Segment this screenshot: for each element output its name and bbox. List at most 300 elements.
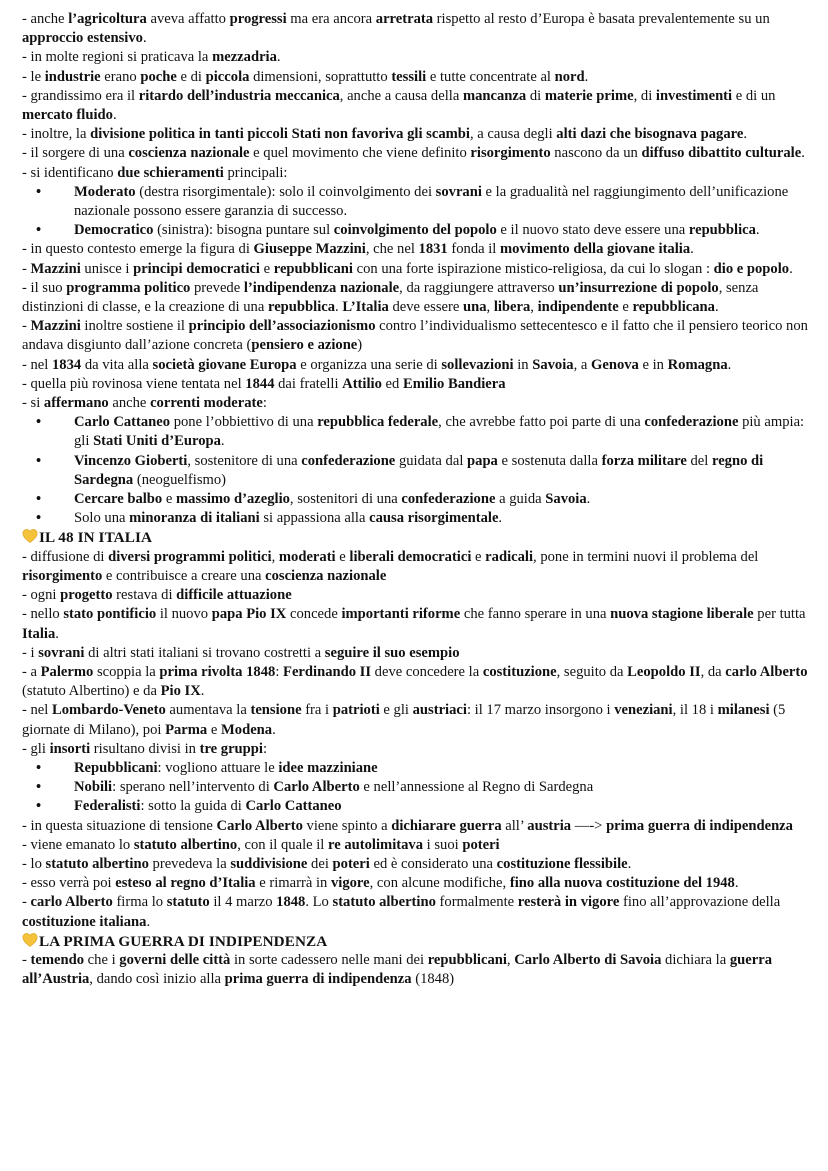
text-span: e nell’annessione al Regno di Sardegna	[359, 779, 594, 796]
text-span: e la gradualità nel raggiungimento dell’unificazione nazionale possono essere garanzia di successo.	[74, 183, 789, 220]
text-span: - in questa situazione di tensione	[22, 817, 217, 834]
text-span: e sostenuta dalla	[497, 452, 602, 469]
bold-text: progressi	[229, 11, 287, 27]
text-span: deve essere	[388, 299, 463, 316]
bold-text: dichiarare guerra	[391, 817, 502, 834]
bold-text: confederazione	[301, 452, 396, 469]
bold-text: guerra all’Austria	[22, 951, 773, 988]
text-span: ma era ancora	[286, 11, 376, 27]
text-span: -	[22, 894, 31, 911]
note-line	[22, 836, 822, 855]
text-span: .	[586, 491, 591, 508]
text-span: contro l’individualismo settecentesco e il fatto che il pensiero teorico non andava disgiunto dall’azione concreta (	[22, 318, 808, 354]
text-span: con una forte ispirazione mistico-religiosa, da cui lo slogan :	[352, 260, 714, 277]
bold-text: vigore	[330, 875, 370, 892]
bold-text: carlo Alberto	[30, 894, 113, 911]
bold-text: divisione politica in tanti piccoli Stati non favoriva gli scambi	[90, 126, 470, 143]
text-span: concede	[286, 606, 342, 623]
text-span: e il nuovo stato deve essere una	[496, 222, 689, 239]
text-span: (destra risorgimentale): solo il coinvolgimento dei	[135, 183, 436, 200]
text-span: .	[142, 30, 147, 47]
note-line	[22, 125, 822, 144]
bullet-item	[22, 221, 822, 240]
text-span: in	[513, 356, 533, 373]
section-heading-text: LA PRIMA GUERRA DI INDIPENDENZA	[39, 932, 328, 950]
bold-text: stato pontificio	[63, 606, 157, 623]
bold-text: Carlo Alberto	[273, 779, 360, 796]
text-span: e	[259, 260, 274, 277]
text-span: e	[335, 548, 350, 565]
text-span: .	[146, 913, 151, 930]
text-span: , con il quale il	[237, 836, 329, 853]
bold-text: Savoia	[545, 491, 587, 508]
note-line	[22, 394, 822, 413]
bold-text: industrie	[44, 68, 101, 85]
bold-text: materie prime	[544, 87, 634, 104]
text-span: che i	[84, 951, 120, 968]
bold-text: minoranza di italiani	[129, 510, 260, 527]
text-span: .	[789, 260, 793, 277]
bold-text: indipendente	[537, 299, 619, 316]
bold-text: importanti riforme	[341, 606, 461, 623]
text-span: unisce i	[80, 260, 134, 277]
text-span: Solo una	[74, 510, 130, 527]
text-span: restava di	[112, 587, 177, 604]
text-span: e quel movimento che viene definito	[249, 145, 471, 162]
bold-text: diversi programmi politici	[108, 548, 272, 565]
text-span: :	[275, 663, 284, 680]
text-span: - quella più rovinosa viene tentata nel	[22, 375, 246, 392]
text-span: e gli	[379, 702, 413, 719]
bold-text: Romagna	[667, 356, 728, 373]
bold-text: l’agricoltura	[68, 11, 147, 27]
bold-text: dio e popolo	[713, 260, 790, 277]
note-line	[22, 701, 822, 739]
text-span: di	[526, 87, 545, 104]
bold-text: Vincenzo Gioberti	[74, 452, 188, 469]
text-span: , sostenitori di una	[289, 491, 402, 508]
bold-text: fino alla nuova costituzione del 1948	[509, 875, 735, 892]
bold-text: confederazione	[401, 491, 496, 508]
bold-text: Attilio	[342, 375, 382, 392]
text-span: e contribuisce a creare una	[102, 567, 266, 584]
bold-text: risorgimento	[22, 567, 103, 584]
note-line	[22, 586, 822, 605]
bold-text: repubblica federale	[317, 414, 439, 431]
bold-text: repubblicana	[632, 299, 715, 316]
text-span: e di un	[732, 87, 776, 104]
text-span: e rimarrà in	[255, 875, 331, 892]
bold-text: radicali	[485, 548, 534, 565]
text-span: ,	[530, 299, 538, 316]
note-line	[22, 87, 822, 125]
text-span: , a causa degli	[469, 126, 557, 143]
bold-text: difficile attuazione	[176, 587, 292, 604]
text-span: .	[276, 49, 281, 66]
bold-text: ritardo dell’industria meccanica	[138, 87, 340, 104]
bold-text: poteri	[332, 855, 370, 872]
text-span: (statuto Albertino) e da	[22, 683, 161, 700]
bold-text: nuova stagione liberale	[610, 606, 754, 623]
note-line	[22, 279, 822, 317]
bold-text: mezzadria	[212, 49, 277, 66]
text-span: :	[262, 395, 267, 412]
text-span: : il 17 marzo insorgono i	[466, 702, 615, 719]
bullet-item	[22, 509, 822, 528]
text-span: .	[335, 299, 343, 316]
bold-text: repubblica	[267, 299, 336, 316]
text-span: - grandissimo era il	[22, 87, 139, 104]
text-span: , seguito da	[556, 663, 628, 680]
text-span: , che avrebbe fatto poi parte di una	[438, 414, 645, 431]
text-span: (sinistra): bisogna puntare sul	[153, 222, 334, 239]
text-span: - a	[22, 663, 41, 680]
note-line	[22, 317, 822, 355]
text-span: risultano divisi in	[90, 740, 200, 757]
bullet-item	[22, 452, 822, 490]
bold-text: prima guerra di indipendenza	[606, 817, 793, 834]
bold-text: statuto	[166, 894, 210, 911]
bold-text: mercato fluido	[22, 107, 113, 124]
text-span: dei	[307, 855, 333, 872]
bold-text: milanesi	[717, 702, 770, 719]
note-line	[22, 817, 822, 836]
bold-text: insorti	[49, 740, 91, 757]
text-span: - ogni	[22, 587, 61, 604]
text-span: , anche a causa della	[339, 87, 463, 104]
bold-text: principi democratici	[133, 260, 260, 277]
text-span: dichiara la	[661, 951, 730, 968]
text-span: e tutte concentrate al	[426, 68, 555, 85]
bold-text: Nobili	[74, 779, 113, 796]
bold-text: coinvolgimento del popolo	[333, 222, 497, 239]
text-span: -	[22, 951, 31, 968]
bold-text: austria	[527, 817, 572, 834]
text-span: pone l’obbiettivo di una	[170, 414, 318, 431]
bullet-item	[22, 759, 822, 778]
bold-text: Democratico	[74, 222, 154, 239]
text-span: , a	[573, 356, 591, 373]
section-heading-text: IL 48 IN ITALIA	[39, 529, 153, 547]
bold-text: veneziani	[614, 702, 673, 719]
bold-text: Carlo Alberto di Savoia	[514, 951, 662, 968]
bold-text: prima guerra di indipendenza	[224, 971, 412, 988]
bold-text: società giovane Europa	[152, 356, 297, 373]
note-line	[22, 663, 822, 701]
text-span: .	[734, 875, 739, 892]
text-span: deve concedere la	[371, 663, 483, 680]
text-span: di altri stati italiani si trovano costretti a	[84, 644, 325, 661]
bold-text: Stati Uniti d’Europa	[93, 433, 221, 450]
bold-text: una	[462, 299, 487, 316]
bold-text: statuto albertino	[45, 855, 149, 872]
bold-text: l’indipendenza nazionale	[243, 279, 400, 296]
text-span: - lo	[22, 855, 46, 872]
bold-text: Giuseppe Mazzini	[253, 241, 366, 258]
text-span: )	[357, 337, 363, 354]
bold-text: carlo Alberto	[725, 663, 808, 680]
text-span: (1848)	[411, 971, 455, 988]
text-span: da vita alla	[81, 356, 153, 373]
bold-text: libera	[493, 299, 531, 316]
bold-text: Moderato	[74, 183, 136, 200]
bold-text: liberali democratici	[349, 548, 472, 565]
text-span: , con alcune modifiche,	[369, 875, 510, 892]
text-span: fino all’approvazione della	[619, 894, 781, 911]
bold-text: sollevazioni	[441, 356, 514, 373]
bold-text: forza militare	[601, 452, 687, 469]
text-span: - in molte regioni si praticava la	[22, 49, 213, 66]
bold-text: prima rivolta 1848	[159, 663, 276, 680]
bold-text: Palermo	[40, 663, 94, 680]
bold-text: 1844	[245, 375, 275, 392]
bold-text: Modena	[221, 721, 273, 738]
bold-text: tre gruppi	[199, 740, 263, 757]
bold-text: confederazione	[644, 414, 739, 431]
bold-text: costituzione italiana	[22, 913, 147, 930]
note-line	[22, 951, 822, 989]
bold-text: repubblicani	[273, 260, 353, 277]
bold-text: Repubblicani	[74, 759, 158, 776]
text-span: .	[743, 126, 747, 143]
bold-text: arretrata	[375, 11, 434, 27]
text-span: formalmente	[435, 894, 518, 911]
bold-text: Carlo Alberto	[216, 817, 303, 834]
bold-text: costituzione flessibile	[496, 855, 628, 872]
text-span: .	[220, 433, 225, 450]
bullet-item	[22, 797, 822, 816]
text-span: che fanno sperare in una	[460, 606, 611, 623]
text-span: dimensioni, soprattutto	[249, 68, 392, 85]
text-span: , di	[633, 87, 656, 104]
text-span: anche	[108, 395, 151, 412]
bold-text: Ferdinando II	[283, 663, 372, 680]
text-span: firma lo	[112, 894, 167, 911]
text-span: e organizza una serie di	[296, 356, 442, 373]
text-span: - viene emanato lo	[22, 836, 134, 853]
text-span: si appassiona alla	[259, 510, 370, 527]
bold-text: esteso al regno d’Italia	[115, 875, 256, 892]
text-span: ,	[271, 548, 279, 565]
text-span: - si	[22, 395, 44, 412]
bold-text: re autolimitava	[328, 836, 423, 853]
bold-text: Carlo Cattaneo	[74, 414, 171, 431]
note-line	[22, 164, 822, 183]
text-span: .	[498, 510, 503, 527]
text-span: del	[686, 452, 712, 469]
bold-text: 1831	[418, 241, 448, 258]
bold-text: investimenti	[655, 87, 733, 104]
text-span: , senza distinzioni di classe, e la creazione di una	[22, 279, 759, 316]
bold-text: risorgimento	[470, 145, 551, 162]
text-span: - nel	[22, 702, 52, 719]
bold-text: mancanza	[462, 87, 527, 104]
text-span: .	[112, 107, 117, 124]
bold-text: poche	[140, 68, 177, 85]
note-line	[22, 605, 822, 643]
bold-text: Mazzini	[30, 260, 81, 277]
text-span: il nuovo	[156, 606, 212, 623]
bold-text: papa	[467, 452, 498, 469]
text-span: .	[55, 625, 59, 642]
bold-text: poteri	[462, 836, 500, 853]
text-span: fra i	[301, 702, 333, 719]
text-span: e	[207, 721, 222, 738]
text-span: nascono da un	[550, 145, 642, 162]
bold-text: repubblicani	[427, 951, 507, 968]
text-span: prevede	[190, 279, 244, 296]
bold-text: affermano	[43, 395, 109, 412]
text-span: - esso verrà poi	[22, 875, 116, 892]
text-span: - il sorgere di una	[22, 145, 129, 162]
text-span: aumentava la	[165, 702, 251, 719]
text-span: .	[272, 721, 276, 738]
bold-text: movimento della giovane italia	[500, 241, 691, 258]
text-span: —->	[571, 817, 607, 834]
text-span: ed	[381, 375, 403, 392]
bold-text: Mazzini	[30, 318, 81, 335]
text-span: e di	[176, 68, 206, 85]
bold-text: Parma	[165, 721, 208, 738]
bold-text: Genova	[591, 356, 639, 373]
bold-text: tessili	[391, 68, 427, 85]
text-span: più ampia: gli	[74, 414, 805, 450]
bold-text: piccola	[205, 68, 250, 85]
note-line	[22, 68, 822, 87]
note-line	[22, 874, 822, 893]
bold-text: 1834	[52, 356, 82, 373]
text-span: : sotto la guida di	[140, 798, 246, 815]
text-span: (5 giornate di Milano), poi	[22, 702, 786, 738]
text-span: ,	[506, 951, 515, 968]
note-line	[22, 644, 822, 663]
bold-text: resterà in vigore	[517, 894, 620, 911]
text-span: - i	[22, 644, 39, 661]
text-span: . Lo	[305, 894, 333, 911]
bold-text: 1848	[276, 894, 306, 911]
bold-text: temendo	[30, 951, 85, 968]
bold-text: governi delle città	[119, 951, 231, 968]
bold-text: austriaci	[412, 702, 467, 719]
bold-text: repubblica	[688, 222, 756, 239]
text-span: , sostenitore di una	[187, 452, 302, 469]
text-span: - anche	[22, 11, 69, 27]
text-span: - inoltre, la	[22, 126, 91, 143]
text-span: all’	[501, 817, 528, 834]
text-span: erano	[100, 68, 141, 85]
text-span: - in questo contesto emerge la figura di	[22, 241, 254, 258]
bold-text: massimo d’azeglio	[176, 491, 290, 508]
bold-text: un’insurrezione di popolo	[558, 279, 719, 296]
bold-text: correnti moderate	[150, 395, 263, 412]
text-span: :	[262, 740, 268, 757]
text-span: , dando così inizio alla	[89, 971, 225, 988]
text-span: e	[162, 491, 177, 508]
bold-text: Carlo Cattaneo	[245, 798, 342, 815]
text-span: , che nel	[365, 241, 419, 258]
text-span: -	[22, 260, 31, 277]
text-span: inoltre sostiene il	[80, 318, 189, 335]
text-span: .	[627, 855, 632, 872]
text-span: per tutta	[753, 606, 806, 623]
text-span: e in	[638, 356, 668, 373]
text-span: viene spinto a	[302, 817, 392, 834]
note-line	[22, 855, 822, 874]
text-span: rispetto al resto d’Europa è basata prevalentemente su un	[433, 11, 770, 27]
text-span: scoppia la	[93, 663, 160, 680]
bold-text: alti dazi che bisognava pagare	[556, 126, 744, 143]
section-heading	[22, 528, 822, 547]
bold-text: Cercare balbo	[74, 491, 163, 508]
text-span: : vogliono attuare le	[157, 759, 279, 776]
text-span: .	[801, 145, 805, 162]
text-span: ,	[486, 299, 494, 316]
note-line	[22, 893, 822, 931]
text-span: .	[690, 241, 694, 258]
text-span: aveva affatto	[146, 11, 230, 27]
text-span: - gli	[22, 740, 50, 757]
text-span: in sorte cadessero nelle mani dei	[230, 951, 428, 968]
note-line	[22, 240, 822, 259]
text-span: - nello	[22, 606, 64, 623]
text-span: -	[22, 318, 31, 335]
text-span: - le	[22, 68, 45, 85]
text-span: - il suo	[22, 279, 67, 296]
bullet-item	[22, 183, 822, 221]
bold-text: due schieramenti	[117, 164, 224, 181]
text-span: - diffusione di	[22, 548, 109, 565]
text-span: , da	[700, 663, 726, 680]
text-span: a guida	[495, 491, 546, 508]
bold-text: Leopoldo II	[627, 663, 701, 680]
bold-text: L’Italia	[342, 299, 389, 316]
note-line	[22, 375, 822, 394]
bold-text: coscienza nazionale	[128, 145, 250, 162]
bold-text: Lombardo-Veneto	[52, 702, 166, 719]
text-span: principali:	[223, 164, 288, 181]
bold-text: patrioti	[332, 702, 380, 719]
bold-text: suddivisione	[230, 855, 308, 872]
text-span: dai fratelli	[274, 375, 343, 392]
bold-text: statuto albertino	[332, 894, 436, 911]
bold-text: regno di Sardegna	[74, 452, 764, 488]
note-line	[22, 548, 822, 586]
bold-text: Federalisti	[74, 798, 141, 815]
bold-text: statuto albertino	[133, 836, 238, 853]
note-line	[22, 48, 822, 67]
bold-text: papa Pio IX	[211, 606, 287, 623]
text-span: prevedeva la	[148, 855, 231, 872]
text-span: e	[618, 299, 633, 316]
bold-text: nord	[554, 68, 585, 85]
text-span: i suoi	[423, 836, 463, 853]
note-line	[22, 144, 822, 163]
bold-text: pensiero e azione	[251, 337, 358, 354]
text-span: : sperano nell’intervento di	[112, 779, 274, 796]
bold-text: progetto	[60, 587, 113, 604]
text-span: guidata dal	[395, 452, 468, 469]
bullet-item	[22, 778, 822, 797]
bold-text: Pio IX	[160, 683, 201, 700]
note-line	[22, 740, 822, 759]
text-span: .	[714, 299, 719, 316]
bold-text: coscienza nazionale	[265, 567, 387, 584]
text-span: - nel	[22, 356, 52, 373]
bold-text: Savoia	[532, 356, 574, 373]
bold-text: costituzione	[482, 663, 557, 680]
bold-text: approccio estensivo	[22, 30, 143, 47]
text-span: .	[727, 356, 732, 373]
